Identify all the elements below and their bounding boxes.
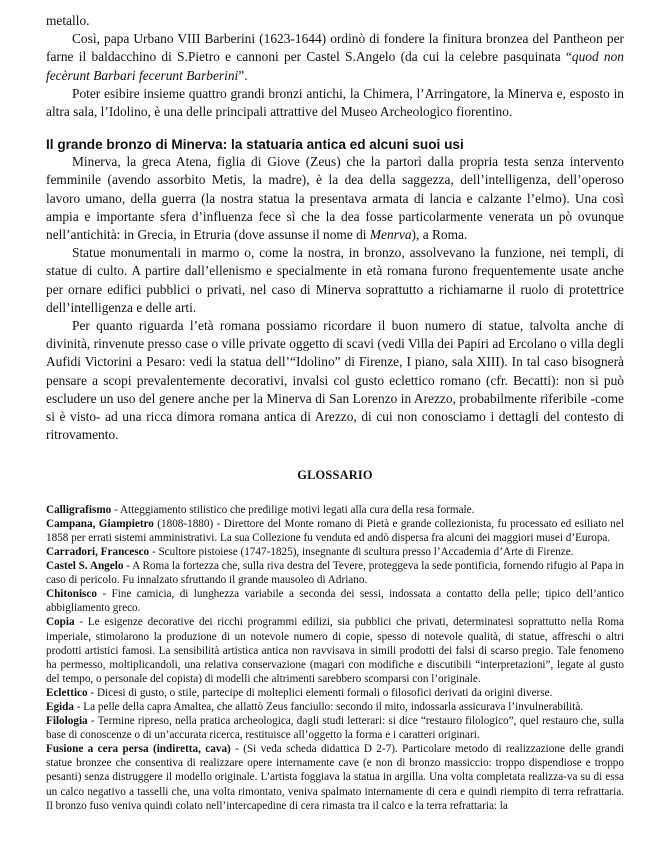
pasquinata-quote: quod non fecèrunt Barbari fecerunt Barberini (46, 49, 625, 83)
glossary-title: GLOSSARIO (297, 468, 373, 483)
section-paragraph-2: Statue monumentali in marmo o, come la nostra, in bronzo, assolvevano la funzione, nei templi, di statue di culto. A partire dall’ellenismo e specialmente in età romana furono frequentemente usate anche per ornare edifici pubblici o privati, nel caso di Minerva soprattutto a richiamarne il ruolo di protettrice dell’intelligenza e delle arti. (46, 245, 624, 315)
glossary-entry: Calligrafismo - Atteggiamento stilistico che predilige motivi legati alla cura della resa formale. (46, 503, 475, 516)
section-paragraph-3: Per quanto riguarda l’età romana possiamo ricordare il buon numero di statue, talvolta anche di divinità, rinvenute presso case o ville private oggetto di scavi (vedi Villa dei Papiri ad Ercolano o villa degli Aufidi Victorini a Pesaro: vedi la statua dell’“Idolino” di Firenze, I piano, sala XIII). In tal caso bisognerà pensare a scopi prevalentemente decorativi, invalsi col gusto eclettico romano (cfr. Becatti): non si può escludere un uso del genere anche per la Minerva di San Lorenzo in Arezzo, probabilmente riferibile -come si è visto- ad una ricca dimora romana antica di Arezzo, di cui non conosciamo i dettagli del contesto di ritrovamento. (46, 318, 624, 443)
glossary-list (46, 503, 624, 813)
intro-paragraph-2: Poter esibire insieme quattro grandi bronzi antichi, la Chimera, l’Arringatore, la Minerva e, esposto in altra sala, l’Idolino, è una delle principali attrattive del Museo Archeologico fiorentino. (46, 85, 624, 120)
glossary-entry: Fusione a cera persa (indiretta, cava) - (Si veda scheda didattica D 2-7). Particolare metodo di realizzazione delle grandi statue bronzee che consentiva di realizzare opere internamente cave (e non di bronzo massiccio: troppo dispendiose e troppo pesanti) senza distruggere il modello originale. L’artista foggiava la statua in argilla. Una volta completata realizza-va su di essa un calco negativo a tasselli che, una volta rimontato, veniva spalmato internamente di cera e quindi riempito di terra refrattaria. Il bronzo fuso veniva quindi colato nell’intercapedine di cera rimasta tra il calco e la terra refrattaria: la (46, 743, 624, 812)
glossary-entry: Copia - Le esigenze decorative dei ricchi programmi edilizi, sia pubblici che privati, determinatesi soprattutto nella Roma imperiale, stimolarono la produzione di un notevole numero di copie, spesso di notevole qualità, di statue, affreschi o altri prodotti artistici famosi. La sensibilità artistica antica non ravvisava in simili prodotti dei falsi di scarso pregio. Tale fenomeno ha permesso, moltiplicandoli, una relativa conservazione (magari con modifiche e discutibili “interpretazioni”, legate al gusto del tempo, o personale del copista) di modelli che altrimenti sarebbero scomparsi con l’originale. (46, 616, 624, 685)
glossary-entry: Filologia - Termine ripreso, nella pratica archeologica, dagli studi letterari: si dice “restauro filologico”, quel restauro che, sulla base di conoscenze o di un’accurata ricerca, restituisce all’oggetto la forma e i caratteri originari. (46, 715, 624, 742)
glossary-term: Campana, Giampietro (46, 517, 154, 530)
glossary-entry: Campana, Giampietro (1808-1880) - Direttore del Monte romano di Pietà e grande collezionista, fu processato ed esiliato nel 1858 per errati sistemi amministrativi. La sua Collezione fu venduta ed andò dispersa fra alcuni dei maggiori musei d’Europa. (46, 517, 624, 544)
glossary-term: Filologia (46, 715, 88, 728)
glossary-term: Chitonisco (46, 588, 97, 601)
glossary-term: Eclettico (46, 686, 88, 699)
section-heading: Il grande bronzo di Minerva: la statuaria antica ed alcuni suoi usi (46, 137, 464, 153)
glossary-entry: Carradori, Francesco - Scultore pistoiese (1747-1825), insegnante di scultura presso l’Accademia d’Arte di Firenze. (46, 545, 574, 558)
intro-line: metallo. (46, 13, 90, 28)
glossary-entry: Egida - La pelle della capra Amaltea, che allattò Zeus fanciullo: secondo il mito, indossarla assicurava l’invulnerabilità. (46, 700, 584, 713)
glossary-term: Fusione a cera persa (indiretta, cava) (46, 743, 231, 756)
section-paragraph-1: Minerva, la greca Atena, figlia di Giove (Zeus) che la partorì dalla propria testa senza intervento femminile (avendo assorbito Metis, la madre), è la dea della saggezza, dell’intelligenza, dell’operoso lavoro umano, della guerra (la nostra statua la presentava armata di lancia e calzante l’elmo). Una così ampia e importante sfera d’influenza fece sì che la dea fosse particolarmente venerata un pò ovunque nell’antichità: in Grecia, in Etruria (dove assunse il nome di Menrva), a Roma. (46, 154, 624, 243)
glossary-term: Copia (46, 616, 75, 629)
glossary-entry: Castel S. Angelo - A Roma la fortezza che, sulla riva destra del Tevere, proteggeva la sede pontificia, fornendo rifugio al Papa in caso di pericolo. Fu innalzato sfruttando il grande mausoleo di Adriano. (46, 560, 624, 587)
glossary-entry: Eclettico - Dicesi di gusto, o stile, partecipe di molteplici elementi formali o filosofici derivati da origini diverse. (46, 686, 553, 699)
menrva-term: Menrva (369, 227, 412, 243)
document-page (46, 12, 624, 813)
intro-paragraph-1: Così, papa Urbano VIII Barberini (1623-1644) ordinò di fondere la finitura bronzea del Pantheon per farne il baldacchino di S.Pietro e cannoni per Castel S.Angelo (da cui la celebre pasquinata “quod non fecèrunt Barbari fecerunt Barberini”. (46, 31, 625, 83)
glossary-term: Calligrafismo (46, 503, 112, 516)
glossary-term: Egida (46, 700, 74, 713)
glossary-term: Castel S. Angelo (46, 560, 124, 573)
glossary-entry: Chitonisco - Fine camicia, di lunghezza variabile a seconda dei sessi, indossata a contatto della pelle; tipico dell’antico abbigliamento greco. (46, 588, 624, 615)
glossary-term: Carradori, Francesco (46, 545, 150, 558)
